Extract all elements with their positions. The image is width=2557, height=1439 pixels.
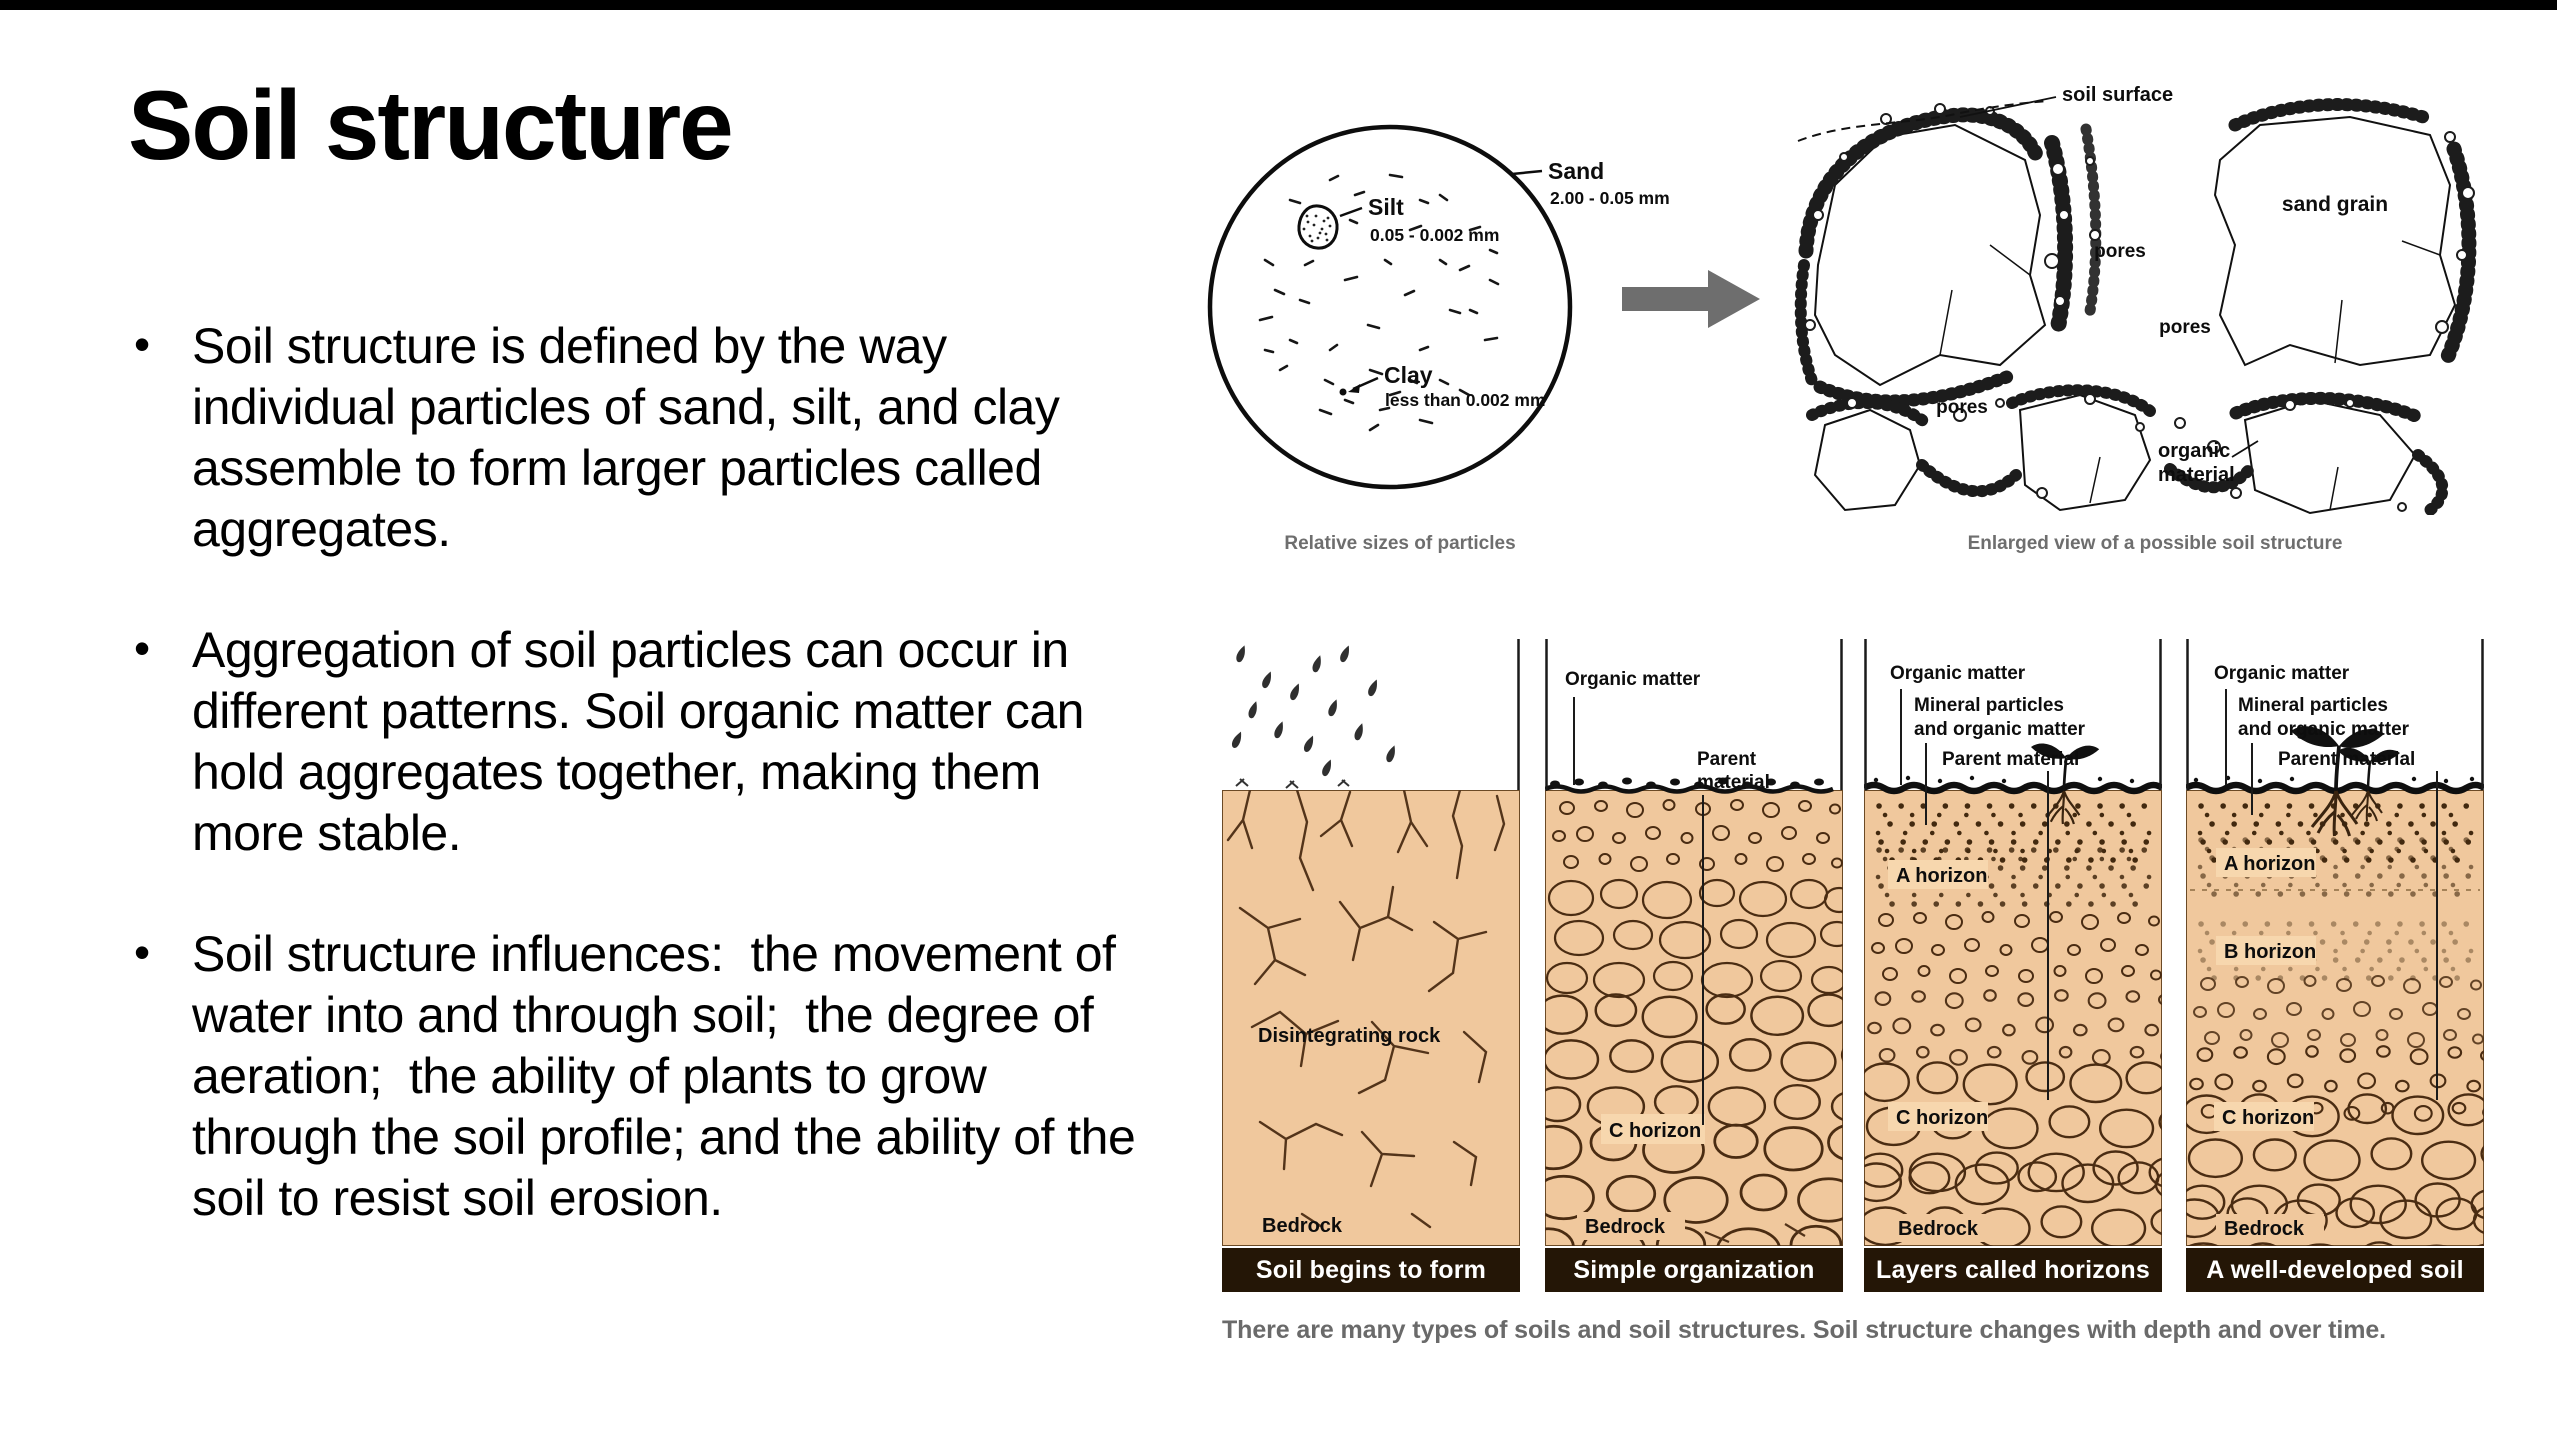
bullet-item: • Soil structure is defined by the way individual particles of sand, silt, and clay assemble to form larger particles called aggregates. (132, 316, 1137, 560)
c-horizon-label: C horizon (2222, 1107, 2315, 1129)
mineral-label-line1: Mineral particles (1914, 695, 2064, 716)
sand-leader-line (1512, 171, 1542, 174)
panel3-caption: Layers called horizons (1864, 1248, 2162, 1292)
formation-panel-4 (2186, 635, 2484, 1248)
panel2-soil (1545, 790, 1843, 1248)
structure-figure-caption: Enlarged view of a possible soil structure (1967, 533, 2343, 554)
soil-surface-label: soil surface (2062, 84, 2174, 106)
bullet-list (132, 316, 1149, 1289)
parent-material-label: Parent material (2278, 749, 2416, 770)
panel4-caption: A well-developed soil (2186, 1248, 2484, 1292)
bedrock-label: Bedrock (1585, 1216, 1666, 1238)
sand-label: Sand (1548, 158, 1605, 184)
bullet-item: • Aggregation of soil particles can occur in different patterns. Soil organic matter can hold aggregates together, making them more stable. (132, 620, 1137, 864)
panel1-soil (1222, 790, 1520, 1246)
clay-size-label: less than 0.002 mm (1385, 390, 1546, 410)
top-border-bar (0, 0, 2557, 10)
soil-surface-leader (1960, 97, 2056, 117)
panel2-caption: Simple organization (1545, 1248, 1843, 1292)
sand-particle-circle (1210, 127, 1570, 487)
c-horizon-label: C horizon (1609, 1120, 1702, 1142)
particle-figure-caption: Relative sizes of particles (1284, 533, 1516, 554)
pores-label: pores (2094, 241, 2146, 262)
particle-size-figure (1170, 80, 1670, 520)
mineral-label-line2: and organic matter (1914, 719, 2086, 740)
organic-matter-label: Organic matter (1890, 663, 2026, 684)
sand-grains (1815, 117, 2455, 513)
organic-matter-label: Organic matter (1565, 669, 1701, 690)
formation-panel-2 (1545, 635, 1843, 1248)
right-arrow-icon (1622, 270, 1760, 328)
parent-material-label-line2: material (1697, 772, 1770, 793)
rain-drops (1230, 644, 1397, 777)
mineral-label-line1: Mineral particles (2238, 695, 2388, 716)
panel1-caption: Soil begins to form (1222, 1248, 1520, 1292)
bedrock-label: Bedrock (1898, 1218, 1979, 1240)
soil-structure-figure (1790, 65, 2520, 515)
formation-panel-3 (1864, 635, 2162, 1248)
b-horizon-label: B horizon (2224, 941, 2317, 963)
transition-arrow (1622, 268, 1762, 330)
clay-label: Clay (1384, 362, 1433, 388)
panel3-soil (1864, 790, 2162, 1248)
sand-size-label: 2.00 - 0.05 mm (1550, 188, 1670, 208)
organic-material-label-line2: material (2158, 464, 2235, 486)
pores-label: pores (2159, 317, 2211, 338)
disintegrating-rock-label: Disintegrating rock (1258, 1025, 1441, 1047)
formation-panel-1 (1222, 635, 1520, 1248)
rain-splashes (1236, 779, 1349, 788)
page-title: Soil structure (128, 70, 732, 180)
c-horizon-label: C horizon (1896, 1107, 1989, 1129)
bedrock-label: Bedrock (1262, 1215, 1343, 1237)
a-horizon-label: A horizon (1896, 865, 1988, 887)
pores-label: pores (1936, 397, 1988, 418)
silt-size-label: 0.05 - 0.002 mm (1370, 225, 1500, 245)
organic-material-label-line1: organic (2158, 440, 2231, 462)
silt-label: Silt (1368, 194, 1404, 220)
silt-particle (1299, 206, 1337, 248)
bullet-item: • Soil structure influences: the movement of water into and through soil; the degree of aeration; the ability of plants to grow through the soil profile; and the ability of the soil to resist soil erosion. (132, 924, 1137, 1229)
a-horizon-label: A horizon (2224, 853, 2316, 875)
parent-material-label: Parent material (1942, 749, 2080, 770)
formation-figure-footnote: There are many types of soils and soil structures. Soil structure changes with depth and over time. (1222, 1316, 2387, 1344)
panel4-soil (2186, 790, 2484, 1248)
sand-grain-label: sand grain (2281, 193, 2389, 216)
surface-crust (1545, 778, 1833, 792)
mineral-label-line2: and organic matter (2238, 719, 2410, 740)
bedrock-label: Bedrock (2224, 1218, 2305, 1240)
organic-matter-label: Organic matter (2214, 663, 2350, 684)
clay-particle-dot (1340, 389, 1347, 396)
parent-material-label-line1: Parent (1697, 749, 1757, 770)
